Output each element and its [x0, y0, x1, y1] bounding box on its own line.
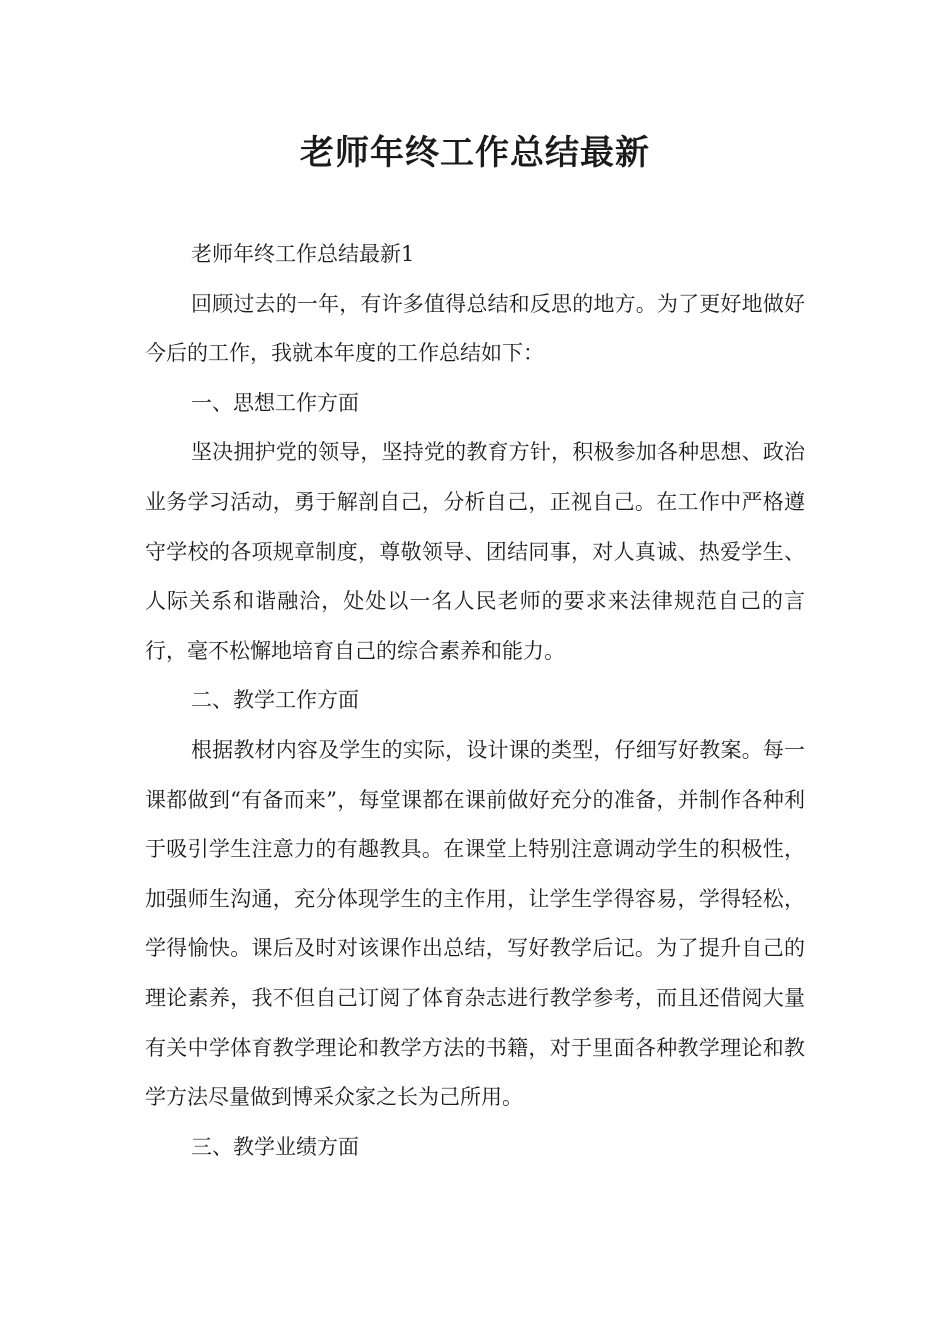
document-title: 老师年终工作总结最新 — [300, 133, 650, 173]
paragraph-ideology: 坚决拥护党的领导，坚持党的教育方针，积极参加各种思想、政治业务学习活动，勇于解剖自己，分析自己，正视自己。在工作中严格遵守学校的各项规章制度，尊敬领导、团结同事，对人真诚、热爱学生、人际关系和谐融洽，处处以一名人民老师的要求来法律规范自己的言行，毫不松懈地培育自己的综合素养和能力。 — [145, 440, 805, 663]
paragraph-intro: 回顾过去的一年，有许多值得总结和反思的地方。为了更好地做好今后的工作，我就本年度的工作总结如下： — [145, 291, 805, 366]
document-body — [145, 230, 805, 1172]
paragraph-teaching: 根据教材内容及学生的实际，设计课的类型，仔细写好教案。每一课都做到“有备而来”，每堂课都在课前做好充分的准备，并制作各种利于吸引学生注意力的有趣教具。在课堂上特别注意调动学生的积极性，加强师生沟通，充分体现学生的主作用，让学生学得容易，学得轻松，学得愉快。课后及时对该课作出总结，写好教学后记。为了提升自己的理论素养，我不但自己订阅了体育杂志进行教学参考，而且还借阅大量有关中学体育教学理论和教学方法的书籍，对于里面各种教学理论和教学方法尽量做到博采众家之长为己所用。 — [145, 737, 805, 1110]
section-heading-1: 老师年终工作总结最新1 — [191, 242, 415, 266]
section-heading-performance: 三、教学业绩方面 — [191, 1134, 359, 1159]
section-heading-teaching: 二、教学工作方面 — [191, 688, 359, 713]
section-heading-ideology: 一、思想工作方面 — [191, 390, 359, 415]
